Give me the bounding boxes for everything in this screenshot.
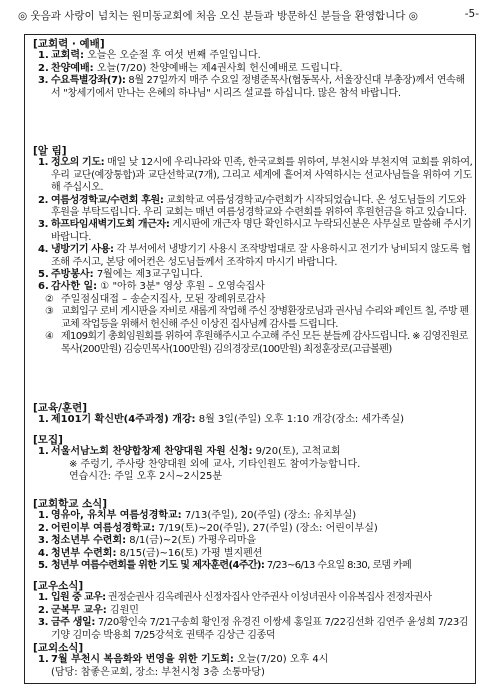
list-item: 2. 어린이부 여름성경학교: 7/19(토)~20(주일), 27(주일) (장소: 어린이부실) [38,522,378,534]
section-title: [교육/훈련] [33,402,88,414]
list-item: 1. 제101기 확신반(4주과정) 개강: 8월 3일(주일) 오후 1:10 개강(장소: 세가족실) [38,414,405,426]
list-item: 1. 서울서남노회 찬양합창제 찬양대원 자원 신청: 9/20(토), 고척교회 [38,446,341,458]
section-recruit [33,434,473,484]
list-item: 5. 청년부 여름수련회를 위한 기도 및 제자훈련(4주간): 7/23~6/13 수요일 8:30, 로뎀 카페 [38,560,412,572]
section-outside [33,642,473,679]
section-worship [33,38,473,100]
section-education [33,402,473,427]
list-item: 3. 금주 생일: 7/20황인숙 7/21구송희 황인정 유경진 이쌍세 홍일표 7/22김선화 김연주 윤성희 7/23김기양 김미승 박용희 7/25강석호 권택주 김상근 김종덕 [38,617,469,641]
list-item: 1. 정오의 기도: 매일 낮 12시에 우리나라와 민족, 한국교회를 위하여, 부천시와 부천지역 교회를 위하여, 우리 교단(예장통합)과 교단선학교(7개), 그리고 세계에 흩어져 사역하시는 선교사님들을 위하여 기도해 주십시오. [38,157,473,194]
list-item: 1. 영유아, 유치부 여름성경학교: 7/13(주일), 20(주일) (장소: 유치부실) [38,510,357,522]
thanks-item: ③ 교회입구 로비 게시판을 자비로 새롭게 작업해 주신 장병환장로님과 권사님 수리와 페인트 칠, 주방 펜 교체 작업등을 위해서 헌신해 주신 이상진 집사님께 감사를 드립니다. [45,306,469,330]
list-item: 1. 7월 부천시 복음화와 번영을 위한 기도회: 오늘(7/20) 오후 4시 [38,654,329,666]
list-item: 3. 청소년부 수련회: 8/1(금)~2(토) 가평우리마을 [38,535,257,547]
section-school [33,498,473,572]
list-item: 6. 감사한 일: ① "아하 3분" 영상 후원 – 오영숙집사 [38,281,265,293]
section-title: [교외소식] [33,642,84,654]
section-title: [모집] [33,434,63,446]
list-item: 1. 입원 중 교우: 권정순권사 김옥례권사 신정자집사 안주권사 이성녀권사 이유복집사 전정자권사 [38,592,432,604]
outside-note: (담당: 참좋은교회, 장소: 부천시청 3층 소통마당) [51,666,265,678]
section-notices [33,145,473,356]
list-item: 4. 냉방기기 사용: 각 부서에서 냉방기기 사용시 조작방법대로 잘 사용하시고 전기가 낭비되지 않도록 협조해 주시고, 본당 에어컨은 성도님들께서 조작하지 마시기 바랍니다. [38,244,471,268]
recruit-note: ※ 주렁기, 주사랑 찬양대원 외에 교사, 기타인원도 참여가능합니다. [69,458,361,470]
list-item: 2. 군복무 교우: 김원민 [38,604,139,616]
list-item: 4. 청년부 수련회: 8/15(금)~16(토) 가평 별지펜션 [38,547,263,559]
section-title: [교우소식] [33,580,84,592]
section-title: [교회력 · 예배] [33,38,105,50]
welcome-banner: ◎ 웃음과 사랑이 넘치는 원미동교회에 처음 오신 분들과 방문하신 분들을 환영합니다 ◎ [18,10,418,22]
page-header [0,5,501,25]
section-members [33,580,473,642]
section-title: [교회학교 소식] [33,498,108,510]
list-item: 1. 교회력: 오늘은 오순절 후 여섯 번째 주일입니다. [38,50,261,62]
thanks-item: ④ 제109회기 총회임원회를 위하여 후원해주시고 수고해 주신 모든 분들께 감사드립니다. ※ 김영진원로목사(200만원) 김승민목사(100만원) 김의경장로(100만원) 최정훈장로(고급볼펜) [45,331,468,355]
list-item: 2. 여름성경학교/수련회 후원: 교회학교 여름성경학교/수련회가 시작되었습니다. 온 성도님들의 기도와 후원을 부탁드립니다. 우리 교회는 매년 여름성경학교와 수련회를 위하여 후원헌금을 하고 있습니다. [38,194,467,219]
list-item: 3. 하프타임새벽기도회 개근자: 게시판에 개근자 명단 확인하시고 누락되신분은 사무실로 말씀해 주시기 바랍니다. [38,219,472,243]
thanks-item: ② 주일점심대접 – 송순지집사, 모된 장례위로감사 [45,293,266,305]
list-item: 2. 찬양예배: 오늘(7/20) 찬양예배는 제4권사회 헌신예배로 드립니다. [38,62,343,74]
recruit-note: 연습시간: 주일 오후 2시~2시25분 [69,471,222,483]
page-number: -5- [464,8,479,20]
section-title: [알 림] [33,145,67,157]
list-item: 5. 주방봉사: 7월에는 제3교구입니다. [38,269,203,281]
list-item: 3. 수요특별강좌(7): 8월 27일까지 매주 수요일 정병준목사(협동목사, 서울장신대 부총장)께서 연속해서 "창세기에서 만나는 은혜의 하나님" 시리즈 설교를 하십니다. 많은 참석 바랍니다. [38,75,465,99]
